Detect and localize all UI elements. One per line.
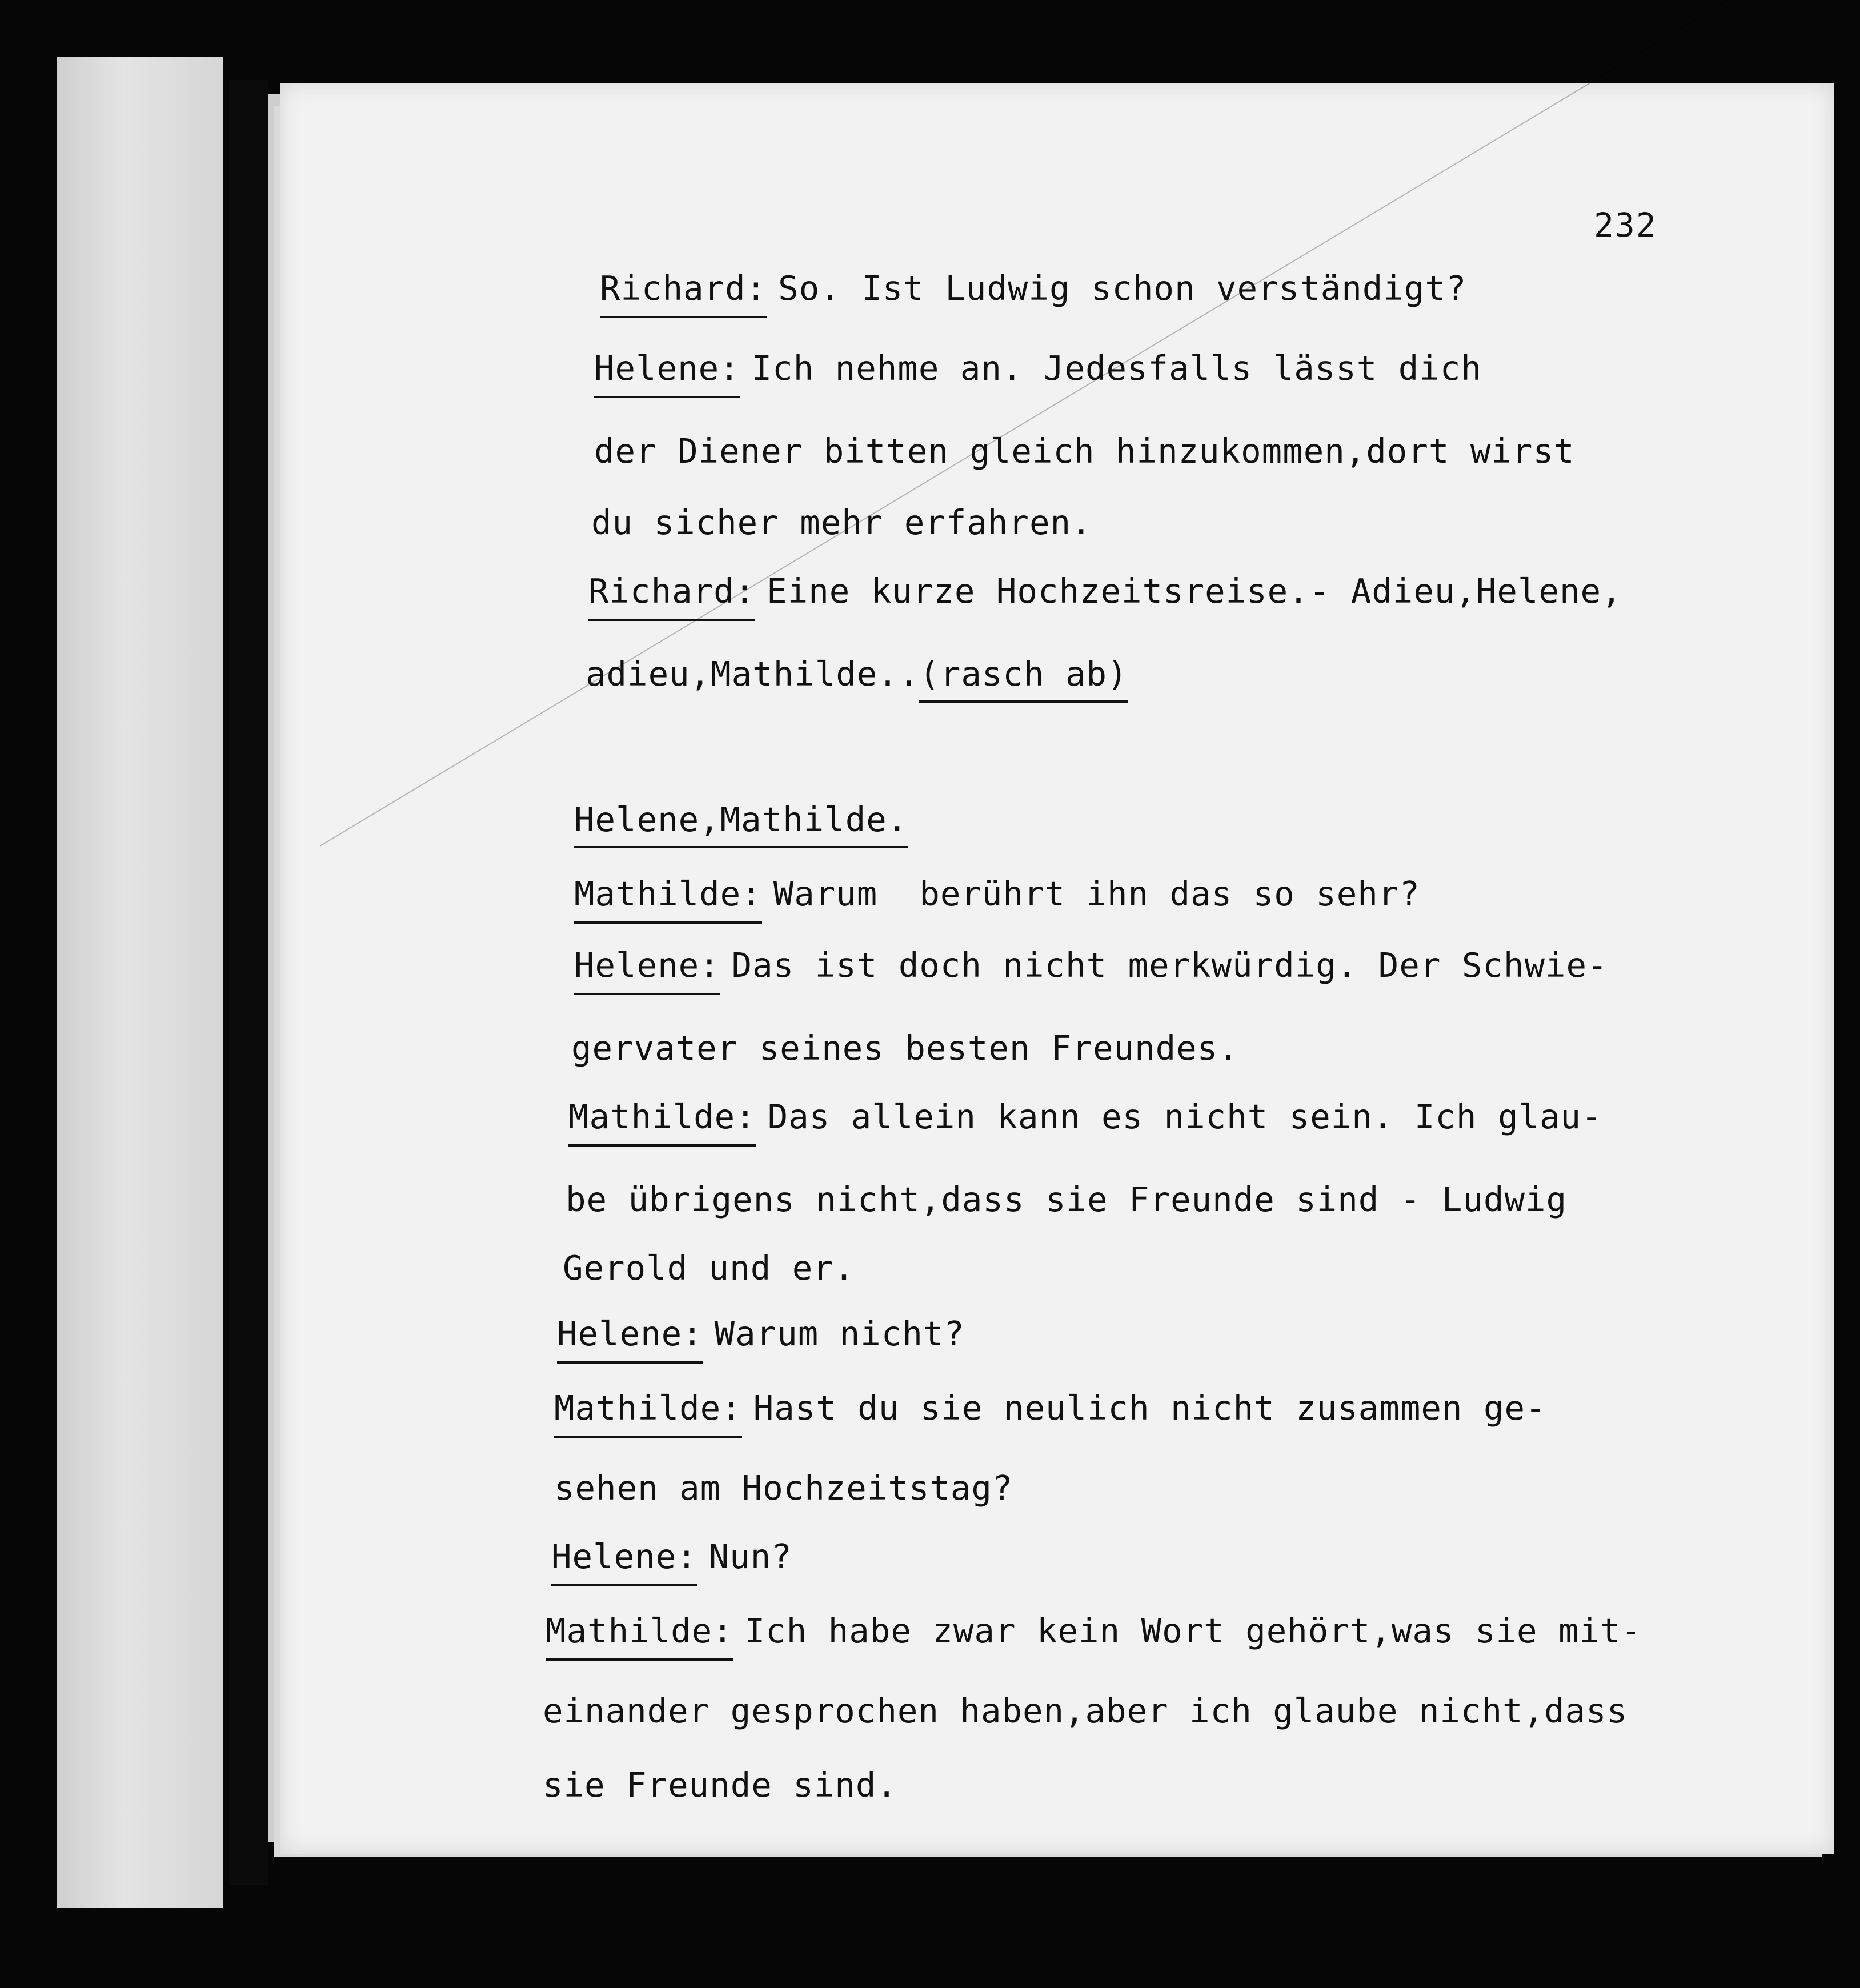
page-number: 232 (1594, 206, 1657, 245)
line-text: Warum nicht? (714, 1314, 965, 1353)
line-text: adieu,Mathilde.. (586, 654, 920, 694)
speaker-label: Mathilde: (546, 1611, 733, 1661)
line-2 (594, 348, 1482, 398)
line-text: Warum berührt ihn das so sehr? (773, 874, 1420, 913)
line-5 (588, 571, 1622, 621)
line-text: gervater seines besten Freundes. (571, 1028, 1239, 1068)
speaker-label: Richard: (600, 268, 767, 318)
line-text: Eine kurze Hochzeitsreise.- Adieu,Helene, (767, 571, 1622, 611)
line-16 (554, 1468, 1013, 1508)
scene-cast: Helene,Mathilde. (574, 800, 908, 848)
speaker-label: Richard: (588, 571, 755, 621)
line-text: Hast du sie neulich nicht zusammen ge- (753, 1388, 1546, 1428)
speaker-label: Helene: (557, 1314, 703, 1364)
speaker-label: Mathilde: (568, 1097, 756, 1147)
speaker-label: Mathilde: (554, 1388, 742, 1438)
line-20 (543, 1765, 897, 1805)
line-3 (594, 431, 1575, 471)
line-text: sehen am Hochzeitstag? (554, 1468, 1013, 1508)
line-text: sie Freunde sind. (543, 1765, 897, 1805)
line-1 (600, 268, 1466, 318)
line-17 (551, 1537, 792, 1586)
line-text: der Diener bitten gleich hinzukommen,dort wirst (594, 431, 1575, 471)
line-4 (591, 503, 1092, 542)
line-text: Gerold und er. (563, 1248, 855, 1288)
line-text: Das allein kann es nicht sein. Ich glau- (767, 1097, 1602, 1136)
line-text: einander gesprochen haben,aber ich glaube nicht,dass (543, 1691, 1628, 1730)
speaker-label: Helene: (594, 348, 740, 398)
scene-heading (574, 800, 908, 848)
line-text: So. Ist Ludwig schon verständigt? (778, 268, 1467, 308)
line-12 (566, 1180, 1567, 1219)
line-18 (546, 1611, 1642, 1661)
line-10 (571, 1028, 1239, 1068)
line-15 (554, 1388, 1546, 1438)
line-9 (574, 945, 1608, 995)
line-text: Ich nehme an. Jedesfalls lässt dich (751, 348, 1482, 388)
line-11 (568, 1097, 1602, 1147)
stage-direction: (rasch ab) (919, 654, 1128, 703)
line-13 (563, 1248, 855, 1288)
line-8 (574, 874, 1420, 924)
line-6 (586, 654, 1128, 703)
line-14 (557, 1314, 965, 1364)
speaker-label: Helene: (574, 945, 720, 995)
speaker-label: Mathilde: (574, 874, 762, 924)
line-text: be übrigens nicht,dass sie Freunde sind - Ludwig (566, 1180, 1568, 1219)
speaker-label: Helene: (551, 1537, 698, 1586)
line-text: Nun? (708, 1537, 792, 1576)
line-text: Ich habe zwar kein Wort gehört,was sie mit- (744, 1611, 1642, 1650)
line-text: du sicher mehr erfahren. (591, 503, 1092, 542)
line-text: Das ist doch nicht merkwürdig. Der Schwie- (731, 945, 1608, 985)
line-19 (543, 1691, 1628, 1730)
